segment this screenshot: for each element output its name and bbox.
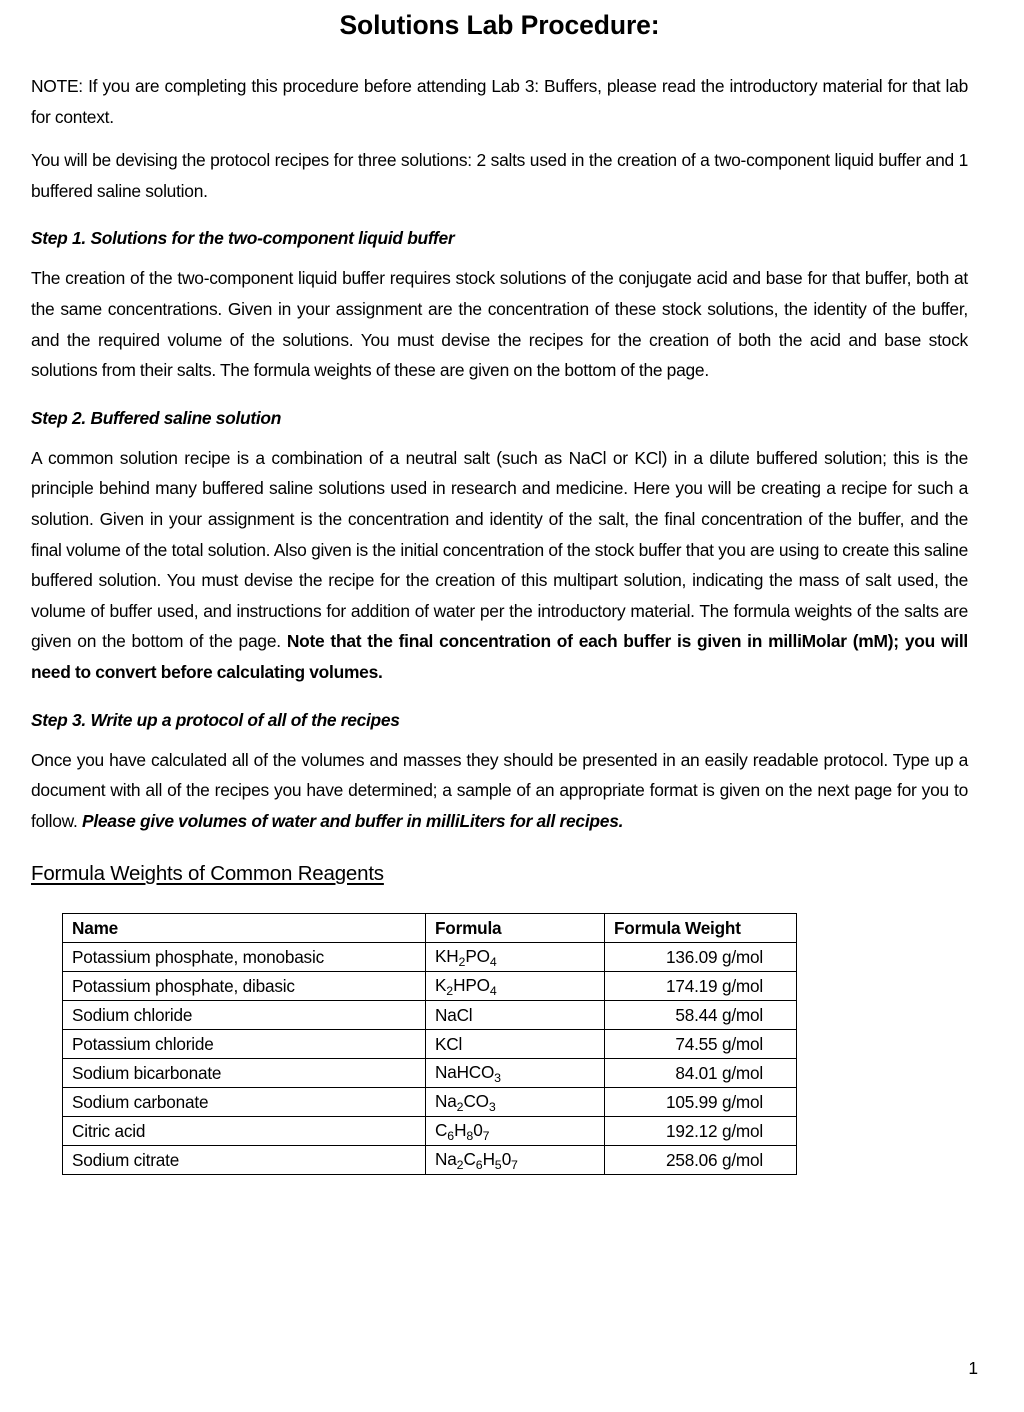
column-header-name: Name [63,914,426,943]
column-header-formula-weight: Formula Weight [605,914,797,943]
table-row [63,1001,797,1030]
table-header-row [63,914,797,943]
cell-reagent-formula-weight: 58.44 g/mol [605,1001,797,1030]
cell-reagent-formula: $C_6H_80_7$ [426,1117,605,1146]
table-body [63,943,797,1175]
cell-reagent-name: Potassium chloride [63,1030,426,1059]
table-row [63,1088,797,1117]
cell-reagent-name: Potassium phosphate, monobasic [63,943,426,972]
step-2-text-plain: A common solution recipe is a combination of a neutral salt (such as NaCl or KCl) in a dilute buffered solution; this is the principle behind many buffered saline solutions used in research and medicine. Here you will be creating a recipe for such a solution. Given in your assignment is the concentration and identity of the salt, the final concentration of the buffer, and the final volume of the total solution. Also given is the initial concentration of the stock buffer that you are using to create this saline buffered solution. You must devise the recipe for the creation of this multipart solution, indicating the mass of salt used, the volume of buffer used, and instructions for addition of water per the introductory material. The formula weights of the salts are given on the bottom of the page. [31,447,968,652]
reagents-section-heading: Formula Weights of Common Reagents [31,862,384,886]
cell-reagent-formula: $KH_2PO_4$ [426,943,605,972]
cell-reagent-formula-weight: 258.06 g/mol [605,1146,797,1175]
table-row [63,972,797,1001]
cell-reagent-formula: $Na_2C_6H_50_7$ [426,1146,605,1175]
cell-reagent-formula: NaCl [426,1001,605,1030]
step-1-paragraph: The creation of the two-component liquid buffer requires stock solutions of the conjugate acid and base for that buffer, both at the same concentrations. Given in your assignment are the concentration of these stock solutions, the identity of the buffer, and the required volume of the solutions. You must devise the recipes for the creation of both the acid and base stock solutions from their salts. The formula weights of these are given on the bottom of the page. [31,268,968,381]
cell-reagent-formula: $Na_2CO_3$ [426,1088,605,1117]
table-row [63,943,797,972]
step-2-heading: Step 2. Buffered saline solution [31,407,282,428]
cell-reagent-formula-weight: 136.09 g/mol [605,943,797,972]
page-content [31,0,968,1175]
step-2-paragraph [31,431,968,688]
table-row [63,1146,797,1175]
cell-reagent-name: Citric acid [63,1117,426,1146]
page-title: Solutions Lab Procedure: [339,10,660,40]
cell-reagent-formula-weight: 192.12 g/mol [605,1117,797,1146]
step-3-text-bold-italic: Please give volumes of water and buffer in milliLiters for all recipes. [81,810,624,831]
cell-reagent-formula: NaHCO$_3$ [426,1059,605,1088]
step-1-heading: Step 1. Solutions for the two-component liquid buffer [31,228,455,249]
step-3-text-plain: Once you have calculated all of the volumes and masses they should be presented in an easily readable protocol. Type up a document with all of the recipes you have determined; a sample of an appropriate format is given on the next page for you to follow. [31,749,968,831]
cell-reagent-formula: KCl [426,1030,605,1059]
cell-reagent-formula-weight: 84.01 g/mol [605,1059,797,1088]
cell-reagent-formula-weight: 174.19 g/mol [605,972,797,1001]
cell-reagent-name: Potassium phosphate, dibasic [63,972,426,1001]
step-2-text-bold: Note that the final concentration of each buffer is given in milliMolar (mM); you will need to convert before calculating volumes. [31,631,968,682]
table-row [63,1059,797,1088]
table-header [63,914,797,943]
column-header-formula: Formula [426,914,605,943]
formula-weights-table-wrapper [31,887,968,1175]
formula-weights-table [62,913,797,1175]
cell-reagent-name: Sodium bicarbonate [63,1059,426,1088]
step-3-heading: Step 3. Write up a protocol of all of the recipes [31,709,400,730]
cell-reagent-name: Sodium carbonate [63,1088,426,1117]
page-number: 1 [968,1358,978,1378]
step-3-paragraph [31,733,968,837]
cell-reagent-formula-weight: 74.55 g/mol [605,1030,797,1059]
cell-reagent-formula-weight: 105.99 g/mol [605,1088,797,1117]
intro-overview-paragraph: You will be devising the protocol recipes for three solutions: 2 salts used in the creation of a two-component liquid buffer and 1 buffered saline solution. [31,150,968,201]
cell-reagent-name: Sodium citrate [63,1146,426,1175]
cell-reagent-formula: $K_2HPO_4$ [426,972,605,1001]
intro-note-paragraph: NOTE: If you are completing this procedure before attending Lab 3: Buffers, please read the introductory material for that lab for context. [31,76,968,127]
table-row [63,1030,797,1059]
cell-reagent-name: Sodium chloride [63,1001,426,1030]
table-row [63,1117,797,1146]
